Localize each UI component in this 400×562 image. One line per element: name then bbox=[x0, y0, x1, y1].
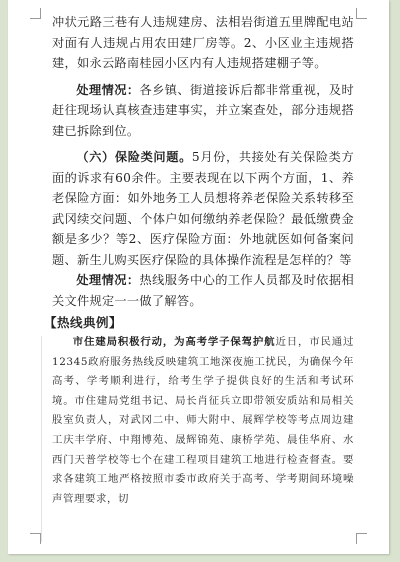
margin-corner-mark bbox=[30, 533, 41, 544]
margin-guide-line bbox=[41, 336, 42, 542]
paragraph-violations: 冲状元路三巷有人违规建房、法相岩街道五里牌配电站对面有人违规占用农田建厂房等。2、小区业主违规搭建，如永云路南桂园小区内有人违规搭建棚子等。 bbox=[52, 15, 354, 70]
handling-text: 热线服务中心的工作人员都及时依据相关文件规定一一做了解答。 bbox=[52, 273, 354, 308]
handling-text: 各乡镇、街道接诉后都非常重视，及时赶往现场认真核查违建事实，并立案查处，部分违规搭建已拆除到位。 bbox=[52, 82, 354, 138]
paragraph-handling-1 bbox=[52, 80, 354, 142]
handling-label: 处理情况： bbox=[76, 273, 140, 287]
margin-corner-mark bbox=[30, 8, 41, 19]
document-body bbox=[44, 12, 355, 509]
paragraph-example bbox=[52, 333, 354, 509]
example-text: 近日，市民通过12345政府服务热线反映建筑工地深夜施工扰民，为确保今年高考、学考顺利进行，给考生学子提供良好的生活和考试环境。市住建局党组书记、局长肖征兵立即带领安质站和局相关股室负责人，对武冈二中、师大附中、展辉学校等考点周边建工庆丰学府、中翔博苑、晟辉锦苑、康桥学苑、晨佳华府、水西门天普学校等七个在建工程项目建筑工地进行检查督查。要求各建筑工地严格按照市委市政府关于高考、学考期间环境噪声管理要求，切 bbox=[52, 336, 354, 505]
document-page bbox=[8, 0, 389, 554]
paragraph-insurance bbox=[52, 147, 354, 270]
handling-label: 处理情况： bbox=[76, 82, 140, 97]
section-title: 【热线典例】 bbox=[44, 315, 123, 330]
margin-corner-mark bbox=[356, 8, 367, 19]
example-lead: 市住建局积极行动，为高考学子保驾护航 bbox=[72, 336, 276, 348]
paragraph-handling-2 bbox=[52, 270, 354, 311]
insurance-heading: （六）保险类问题。 bbox=[76, 150, 192, 164]
insurance-text: 5月份，共接处有关保险类方面的诉求有60余件。主要表现在以下两个方面，1、养老保险方面：如外地务工人员想将养老保险关系转移至武冈续交问题、个体户如何缴纳养老保险？最低缴费金额是多少？等2、医疗保险方面：外地就医如何备案问题、新生儿购买医疗保险的具体操作流程是怎样的？等 bbox=[52, 150, 355, 267]
margin-corner-mark bbox=[356, 533, 367, 544]
